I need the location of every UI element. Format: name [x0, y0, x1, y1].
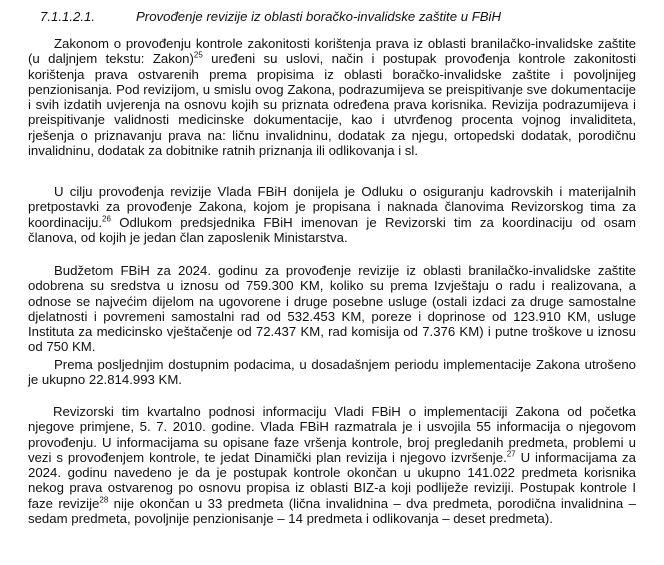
paragraph-text: U cilju provođenja revizije Vlada FBiH donijela je Odluku o osiguranju kadrovskih i materijalnih pretpostavki za provođenje Zakona, kojom je propisana i naknada članovima Revizorskog tima za koordinaciju.	[28, 184, 636, 230]
paragraph-law-intro	[28, 36, 636, 158]
section-number: 7.1.1.2.1.	[40, 9, 95, 24]
paragraph-budget	[28, 263, 636, 355]
section-heading	[40, 9, 501, 24]
paragraph-audit-team-report	[28, 404, 636, 526]
paragraph-text: U informacijama za 2024. godinu navedeno je da je postupak kontrole okončan u ukupno 141.022 predmeta korisnika nekog prava ostvarenog po osnovu propisa iz oblasti BIZ-a koji podliježe reviziji. Postupak kontrole I faze revizije	[28, 449, 636, 511]
paragraph-text: Revizorski tim kvartalno podnosi informaciju Vladi FBiH o implementaciji Zakona od početka njegove primjene, 5. 7. 2010. godine. Vlada FBiH razmatrala je i usvojila 55 informacija o njegovom provođenju. U informacijama su opisane faze vršenja kontrole, broj pregledanih predmeta, problemi u vezi s provođenjem kontrole, te jedat Dinamički plan revizija i njegovo izvršenje.	[28, 404, 636, 465]
footnote-ref-25[interactable]: 25	[193, 50, 203, 60]
section-title: Provođenje revizije iz oblasti boračko-invalidske zaštite u FBiH	[136, 9, 502, 24]
paragraph-total-spent	[28, 357, 636, 388]
paragraph-text: Odlukom predsjednika FBiH imenovan je Revizorski tim za koordinaciju od osam članova, od kojih je jedan član zaposlenik Ministarstva.	[28, 214, 636, 245]
paragraph-government-decision	[28, 184, 636, 245]
paragraph-text: nije okončan u 33 predmeta (lična invalidnina – dva predmeta, porodična invalidnina – sedam predmeta, povoljnije penzionisanje – 14 predmeta i odlikovanja – deset predmeta).	[28, 495, 636, 527]
paragraph-text: Budžetom FBiH za 2024. godinu za provođenje revizije iz oblasti branilačko-invalidske zaštite odobrena su sredstva u iznosu od 759.300 KM, koliko su prema Izvještaju o radu i realizovana, a odnose se najvećim dijelom na ugovorene i druge posebne usluge (ostali izdaci za druge samostalne djelatnosti i povremeni samostalni rad od 532.453 KM, poreze i doprinose od 123.910 KM, usluge Instituta za medicinsko vještačenje od 72.437 KM, rad komisija od 7.376 KM) i putne troškove u iznosu od 750 KM.	[28, 263, 636, 355]
paragraph-text: uređeni su uslovi, način i postupak provođenja kontrole zakonitosti korištenja prava ostvarenih prema propisima iz oblasti boračko-invalidske zaštite i povoljnijeg penzionisanja. Pod revizijom, u smislu ovog Zakona, podrazumijeva se preispitivanje sve dokumentacije i svih izdatih uvjerenja na osnovu kojih su priznata određena prava korisnika. Revizija podrazumijeva i preispitivanje validnosti medicinske dokumentacije, kao i utvrđenog procenta vojnog invaliditeta, rješenja o priznavanju prava na: ličnu invalidninu, dodatak za njegu, ortopedski dodatak, porodičnu invalidninu, dodatak za dobitnike ratnih priznanja ili odlikovanja i sl.	[28, 51, 636, 159]
footnote-ref-28[interactable]: 28	[99, 495, 109, 505]
paragraph-text: Zakonom o provođenju kontrole zakonitosti korištenja prava iz oblasti branilačko-invalidske zaštite (u daljnjem tekstu: Zakon)	[28, 36, 636, 67]
footnote-ref-26[interactable]: 26	[102, 214, 111, 224]
paragraph-text: Prema posljednjim dostupnim podacima, u dosadašnjem periodu implementacije Zakona utrošeno je ukupno 22.814.993 KM.	[28, 357, 636, 388]
footnote-ref-27[interactable]: 27	[506, 449, 516, 459]
